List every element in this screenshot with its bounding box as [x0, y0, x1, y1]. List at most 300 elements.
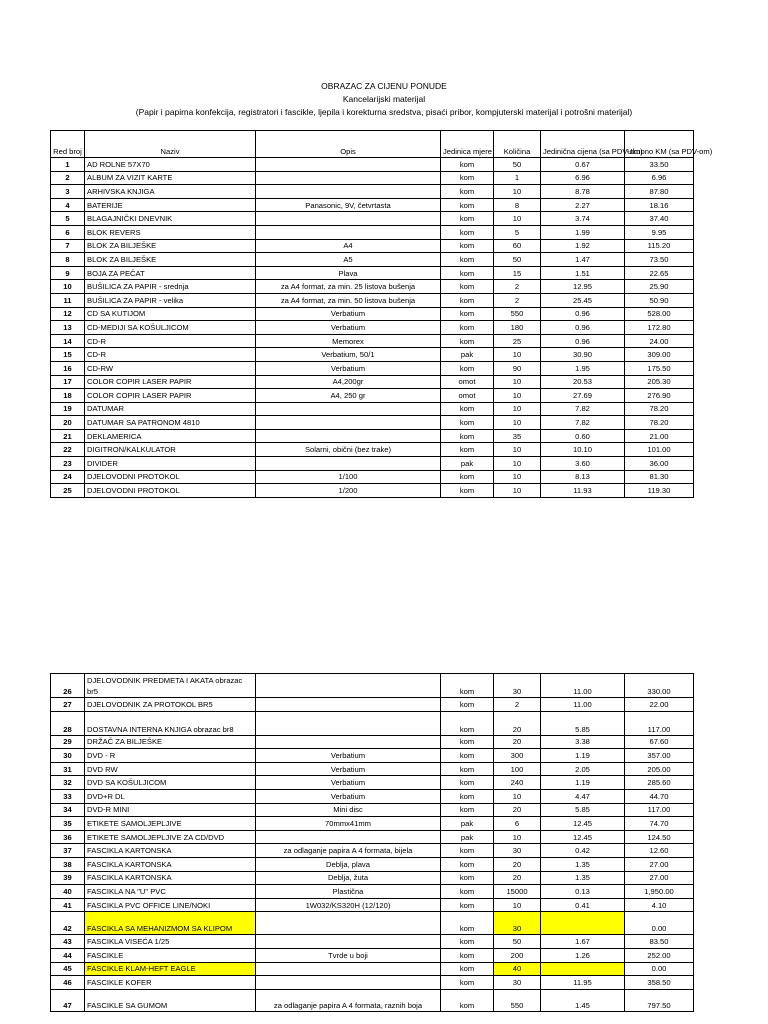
- cell-opis: Verbatium: [256, 762, 441, 776]
- cell-opis: [256, 830, 441, 844]
- cell-naziv: DEKLAMERICA: [85, 429, 256, 443]
- cell-ukupno: 9.95: [625, 225, 694, 239]
- cell-kolicina: 15: [494, 266, 541, 280]
- cell-jedinica-mjere: kom: [441, 776, 494, 790]
- cell-red-broj: 32: [51, 776, 85, 790]
- cell-ukupno: 87.80: [625, 185, 694, 199]
- cell-naziv: ARHIVSKA KNJIGA: [85, 185, 256, 199]
- cell-kolicina: 10: [494, 898, 541, 912]
- cell-jedinica-mjere: kom: [441, 253, 494, 267]
- cell-ukupno: 37.40: [625, 212, 694, 226]
- table-row: [51, 443, 694, 457]
- cell-opis: Verbatium: [256, 361, 441, 375]
- cell-jedinica-mjere: kom: [441, 976, 494, 990]
- table-row: [51, 375, 694, 389]
- col-header-opis: Opis: [256, 131, 441, 158]
- cell-red-broj: 21: [51, 429, 85, 443]
- cell-jedinicna-cijena: 6.96: [541, 171, 625, 185]
- cell-red-broj: 30: [51, 749, 85, 763]
- cell-jedinicna-cijena: 1.45: [541, 989, 625, 1011]
- cell-jedinicna-cijena: 20.53: [541, 375, 625, 389]
- table-row: [51, 735, 694, 749]
- cell-kolicina: 20: [494, 803, 541, 817]
- cell-jedinica-mjere: kom: [441, 171, 494, 185]
- cell-naziv: COLOR COPIR LASER PAPIR: [85, 389, 256, 403]
- cell-opis: Verbatium: [256, 749, 441, 763]
- cell-jedinicna-cijena: 1.99: [541, 225, 625, 239]
- table-row: [51, 935, 694, 949]
- cell-opis: [256, 158, 441, 172]
- form-subtitle: Kancelarijski materijal: [342, 94, 426, 104]
- cell-naziv: DVD RW: [85, 762, 256, 776]
- cell-opis: za odlaganje papira A 4 formata, raznih boja: [256, 989, 441, 1011]
- cell-opis: za odlaganje papira A 4 formata, bijela: [256, 844, 441, 858]
- cell-jedinicna-cijena: 1.92: [541, 239, 625, 253]
- cell-red-broj: 20: [51, 416, 85, 430]
- table-row: [51, 976, 694, 990]
- cell-naziv: BLOK REVERS: [85, 225, 256, 239]
- cell-red-broj: 24: [51, 470, 85, 484]
- cell-jedinica-mjere: kom: [441, 885, 494, 899]
- table-row: [51, 898, 694, 912]
- cell-jedinicna-cijena: [541, 912, 625, 935]
- table-row: [51, 912, 694, 935]
- table-row: [51, 402, 694, 416]
- cell-ukupno: 101.00: [625, 443, 694, 457]
- cell-red-broj: 18: [51, 389, 85, 403]
- cell-naziv: BLAGAJNIČKI DNEVNIK: [85, 212, 256, 226]
- cell-ukupno: 175.50: [625, 361, 694, 375]
- cell-red-broj: 47: [51, 989, 85, 1011]
- table-row: [51, 830, 694, 844]
- cell-opis: Panasonic, 9V, četvrtasta: [256, 198, 441, 212]
- cell-jedinicna-cijena: 0.67: [541, 158, 625, 172]
- cell-jedinicna-cijena: 0.60: [541, 429, 625, 443]
- cell-kolicina: 10: [494, 389, 541, 403]
- cell-opis: [256, 185, 441, 199]
- cell-naziv: BLOK ZA BILJEŠKE: [85, 239, 256, 253]
- cell-naziv: FASCIKLE SA GUMOM: [85, 989, 256, 1011]
- cell-red-broj: 45: [51, 962, 85, 976]
- cell-kolicina: 90: [494, 361, 541, 375]
- cell-kolicina: 20: [494, 711, 541, 735]
- cell-jedinica-mjere: kom: [441, 239, 494, 253]
- cell-jedinicna-cijena: 11.93: [541, 484, 625, 498]
- cell-naziv: ETIKETE SAMOLJEPLJIVE: [85, 817, 256, 831]
- cell-naziv: DVD+R DL: [85, 789, 256, 803]
- cell-jedinicna-cijena: 1.51: [541, 266, 625, 280]
- cell-jedinica-mjere: kom: [441, 674, 494, 698]
- table-row: [51, 307, 694, 321]
- cell-naziv: CD-R: [85, 348, 256, 362]
- cell-ukupno: 115.20: [625, 239, 694, 253]
- cell-ukupno: 44.70: [625, 789, 694, 803]
- cell-red-broj: 36: [51, 830, 85, 844]
- cell-jedinicna-cijena: 0.41: [541, 898, 625, 912]
- cell-jedinica-mjere: omot: [441, 375, 494, 389]
- cell-ukupno: 12.60: [625, 844, 694, 858]
- cell-jedinicna-cijena: 12.45: [541, 817, 625, 831]
- cell-kolicina: 200: [494, 948, 541, 962]
- cell-ukupno: 83.50: [625, 935, 694, 949]
- cell-kolicina: 300: [494, 749, 541, 763]
- cell-opis: [256, 457, 441, 471]
- cell-kolicina: 30: [494, 844, 541, 858]
- cell-red-broj: 4: [51, 198, 85, 212]
- cell-kolicina: 10: [494, 212, 541, 226]
- cell-opis: Verbatium: [256, 321, 441, 335]
- cell-ukupno: 36.00: [625, 457, 694, 471]
- cell-opis: A4,200gr: [256, 375, 441, 389]
- cell-jedinica-mjere: kom: [441, 935, 494, 949]
- cell-jedinicna-cijena: 1.19: [541, 749, 625, 763]
- cell-jedinica-mjere: kom: [441, 443, 494, 457]
- cell-jedinica-mjere: pak: [441, 348, 494, 362]
- col-header-ukupno: Ukupno KM (sa PDV-om): [625, 131, 694, 158]
- cell-opis: [256, 225, 441, 239]
- cell-red-broj: 13: [51, 321, 85, 335]
- cell-ukupno: 357.00: [625, 749, 694, 763]
- cell-jedinica-mjere: kom: [441, 948, 494, 962]
- cell-opis: Mini disc: [256, 803, 441, 817]
- cell-jedinica-mjere: kom: [441, 266, 494, 280]
- price-table-part-2: [50, 673, 694, 1012]
- cell-ukupno: 528.00: [625, 307, 694, 321]
- cell-red-broj: 14: [51, 334, 85, 348]
- cell-naziv: DVD SA KOŠULJICOM: [85, 776, 256, 790]
- cell-red-broj: 33: [51, 789, 85, 803]
- cell-kolicina: 1: [494, 171, 541, 185]
- cell-jedinicna-cijena: 27.69: [541, 389, 625, 403]
- cell-kolicina: 25: [494, 334, 541, 348]
- cell-kolicina: 20: [494, 857, 541, 871]
- cell-naziv: CD SA KUTIJOM: [85, 307, 256, 321]
- cell-ukupno: 252.00: [625, 948, 694, 962]
- table-row: [51, 762, 694, 776]
- table-row: [51, 212, 694, 226]
- table-row: [51, 198, 694, 212]
- cell-ukupno: 67.60: [625, 735, 694, 749]
- cell-ukupno: 205.00: [625, 762, 694, 776]
- table-header-row: [51, 131, 694, 158]
- cell-jedinica-mjere: kom: [441, 225, 494, 239]
- cell-opis: A4: [256, 239, 441, 253]
- cell-red-broj: 43: [51, 935, 85, 949]
- cell-jedinicna-cijena: 10.10: [541, 443, 625, 457]
- cell-ukupno: 119.30: [625, 484, 694, 498]
- cell-jedinicna-cijena: 5.85: [541, 711, 625, 735]
- cell-kolicina: 10: [494, 416, 541, 430]
- cell-kolicina: 550: [494, 307, 541, 321]
- cell-kolicina: 10: [494, 185, 541, 199]
- cell-red-broj: 7: [51, 239, 85, 253]
- cell-red-broj: 12: [51, 307, 85, 321]
- cell-naziv: DIGITRON/KALKULATOR: [85, 443, 256, 457]
- cell-jedinica-mjere: kom: [441, 429, 494, 443]
- cell-jedinicna-cijena: 25.45: [541, 293, 625, 307]
- cell-jedinica-mjere: kom: [441, 898, 494, 912]
- cell-jedinicna-cijena: 1.35: [541, 857, 625, 871]
- cell-jedinica-mjere: pak: [441, 830, 494, 844]
- cell-red-broj: 11: [51, 293, 85, 307]
- cell-kolicina: 10: [494, 457, 541, 471]
- cell-naziv: BUŠILICA ZA PAPIR - srednja: [85, 280, 256, 294]
- cell-jedinicna-cijena: 0.96: [541, 334, 625, 348]
- cell-ukupno: 117.00: [625, 803, 694, 817]
- cell-jedinicna-cijena: 12.95: [541, 280, 625, 294]
- cell-jedinicna-cijena: 1.67: [541, 935, 625, 949]
- cell-red-broj: 23: [51, 457, 85, 471]
- cell-jedinicna-cijena: 1.19: [541, 776, 625, 790]
- cell-kolicina: 10: [494, 375, 541, 389]
- cell-jedinica-mjere: kom: [441, 803, 494, 817]
- table-row: [51, 711, 694, 735]
- cell-jedinica-mjere: kom: [441, 470, 494, 484]
- cell-jedinicna-cijena: 0.13: [541, 885, 625, 899]
- cell-jedinicna-cijena: 7.82: [541, 416, 625, 430]
- cell-kolicina: 60: [494, 239, 541, 253]
- cell-opis: Deblja, žuta: [256, 871, 441, 885]
- cell-jedinicna-cijena: 1.26: [541, 948, 625, 962]
- cell-kolicina: 10: [494, 830, 541, 844]
- cell-jedinica-mjere: kom: [441, 158, 494, 172]
- cell-kolicina: 40: [494, 962, 541, 976]
- col-header-naziv: Naziv: [85, 131, 256, 158]
- cell-opis: za A4 format, za min. 25 listova bušenja: [256, 280, 441, 294]
- col-header-jedinica-mjere: Jedinica mjere: [441, 131, 494, 158]
- cell-ukupno: 0.00: [625, 962, 694, 976]
- cell-red-broj: 34: [51, 803, 85, 817]
- cell-ukupno: 78.20: [625, 416, 694, 430]
- cell-kolicina: 10: [494, 789, 541, 803]
- cell-ukupno: 73.50: [625, 253, 694, 267]
- cell-naziv: AD ROLNE 57X70: [85, 158, 256, 172]
- cell-naziv: DOSTAVNA INTERNA KNJIGA obrazac br8: [85, 711, 256, 735]
- cell-opis: [256, 976, 441, 990]
- cell-jedinicna-cijena: 11.00: [541, 698, 625, 712]
- form-description: (Papir i papirna konfekcija, registratori i fascikle, ljepila i korekturna sredstva, pisaći pribor, kompjuterski materijal i potrošni materijal): [135, 107, 633, 117]
- table-row: [51, 989, 694, 1011]
- cell-opis: za A4 format, za min. 50 listova bušenja: [256, 293, 441, 307]
- cell-opis: [256, 416, 441, 430]
- cell-red-broj: 39: [51, 871, 85, 885]
- cell-opis: Memorex: [256, 334, 441, 348]
- cell-opis: [256, 674, 441, 698]
- cell-naziv: FASCIKLA NA "U" PVC: [85, 885, 256, 899]
- cell-jedinica-mjere: kom: [441, 307, 494, 321]
- cell-red-broj: 2: [51, 171, 85, 185]
- cell-ukupno: 309.00: [625, 348, 694, 362]
- col-header-jedinicna-cijena: Jedinična cijena (sa PDV-om): [541, 131, 625, 158]
- cell-jedinicna-cijena: 1.35: [541, 871, 625, 885]
- table-row: [51, 871, 694, 885]
- cell-jedinica-mjere: kom: [441, 912, 494, 935]
- cell-naziv: FASCIKLE: [85, 948, 256, 962]
- cell-opis: [256, 698, 441, 712]
- cell-jedinica-mjere: kom: [441, 735, 494, 749]
- cell-opis: [256, 711, 441, 735]
- cell-ukupno: 27.00: [625, 871, 694, 885]
- cell-kolicina: 180: [494, 321, 541, 335]
- cell-kolicina: 30: [494, 912, 541, 935]
- cell-red-broj: 29: [51, 735, 85, 749]
- cell-red-broj: 44: [51, 948, 85, 962]
- cell-jedinica-mjere: kom: [441, 484, 494, 498]
- cell-red-broj: 15: [51, 348, 85, 362]
- table-row: [51, 429, 694, 443]
- cell-naziv: CD-R: [85, 334, 256, 348]
- cell-opis: A4, 250 gr: [256, 389, 441, 403]
- cell-red-broj: 1: [51, 158, 85, 172]
- cell-jedinicna-cijena: 3.38: [541, 735, 625, 749]
- cell-ukupno: 1,950.00: [625, 885, 694, 899]
- table-row: [51, 389, 694, 403]
- cell-opis: 1/200: [256, 484, 441, 498]
- cell-red-broj: 9: [51, 266, 85, 280]
- cell-opis: [256, 212, 441, 226]
- cell-ukupno: 24.00: [625, 334, 694, 348]
- cell-red-broj: 16: [51, 361, 85, 375]
- price-table-part-1: [50, 130, 713, 498]
- cell-opis: [256, 912, 441, 935]
- cell-jedinicna-cijena: 11.00: [541, 674, 625, 698]
- cell-red-broj: 41: [51, 898, 85, 912]
- col-header-red-broj: Red broj: [51, 131, 85, 158]
- cell-jedinica-mjere: kom: [441, 789, 494, 803]
- cell-jedinicna-cijena: 5.85: [541, 803, 625, 817]
- cell-jedinica-mjere: kom: [441, 185, 494, 199]
- cell-naziv: FASCIKLA KARTONSKA: [85, 871, 256, 885]
- cell-red-broj: 8: [51, 253, 85, 267]
- table-row: [51, 293, 694, 307]
- cell-ukupno: 285.60: [625, 776, 694, 790]
- cell-naziv: FASCIKLA VISEĆA 1/25: [85, 935, 256, 949]
- cell-red-broj: 5: [51, 212, 85, 226]
- cell-ukupno: 330.00: [625, 674, 694, 698]
- cell-jedinica-mjere: kom: [441, 212, 494, 226]
- cell-red-broj: 27: [51, 698, 85, 712]
- cell-jedinica-mjere: kom: [441, 698, 494, 712]
- cell-ukupno: 18.16: [625, 198, 694, 212]
- cell-opis: Plastična: [256, 885, 441, 899]
- cell-opis: 1/100: [256, 470, 441, 484]
- cell-naziv: DATUMAR: [85, 402, 256, 416]
- table-row: [51, 817, 694, 831]
- cell-jedinicna-cijena: 2.27: [541, 198, 625, 212]
- cell-opis: Verbatium: [256, 789, 441, 803]
- cell-naziv: CD-MEDIJI SA KOŠULJICOM: [85, 321, 256, 335]
- cell-kolicina: 50: [494, 935, 541, 949]
- cell-opis: A5: [256, 253, 441, 267]
- cell-naziv: BATERIJE: [85, 198, 256, 212]
- cell-jedinicna-cijena: 7.82: [541, 402, 625, 416]
- cell-kolicina: 20: [494, 735, 541, 749]
- cell-jedinicna-cijena: [541, 962, 625, 976]
- cell-red-broj: 35: [51, 817, 85, 831]
- cell-red-broj: 31: [51, 762, 85, 776]
- cell-naziv: DJELOVODNIK PREDMETA I AKATA obrazac br5: [85, 674, 256, 698]
- cell-kolicina: 2: [494, 293, 541, 307]
- cell-kolicina: 550: [494, 989, 541, 1011]
- cell-naziv: BLOK ZA BILJEŠKE: [85, 253, 256, 267]
- cell-red-broj: 10: [51, 280, 85, 294]
- cell-opis: Verbatium: [256, 307, 441, 321]
- cell-naziv: ETIKETE SAMOLJEPLJIVE ZA CD/DVD: [85, 830, 256, 844]
- cell-naziv: DJELOVODNIK ZA PROTOKOL BR5: [85, 698, 256, 712]
- cell-kolicina: 8: [494, 198, 541, 212]
- cell-naziv: CD-RW: [85, 361, 256, 375]
- cell-ukupno: 797.50: [625, 989, 694, 1011]
- cell-ukupno: 27.00: [625, 857, 694, 871]
- cell-jedinica-mjere: kom: [441, 989, 494, 1011]
- cell-naziv: DRŽAČ ZA BILJEŠKE: [85, 735, 256, 749]
- cell-red-broj: 42: [51, 912, 85, 935]
- cell-jedinica-mjere: kom: [441, 844, 494, 858]
- cell-jedinica-mjere: kom: [441, 293, 494, 307]
- cell-opis: [256, 935, 441, 949]
- table-row: [51, 361, 694, 375]
- cell-ukupno: 6.96: [625, 171, 694, 185]
- cell-naziv: FASCIKLA KARTONSKA: [85, 857, 256, 871]
- cell-opis: [256, 171, 441, 185]
- cell-ukupno: 358.50: [625, 976, 694, 990]
- cell-opis: [256, 962, 441, 976]
- cell-ukupno: 205.30: [625, 375, 694, 389]
- cell-opis: Verbatium: [256, 776, 441, 790]
- cell-kolicina: 30: [494, 976, 541, 990]
- cell-ukupno: 22.65: [625, 266, 694, 280]
- table-row: [51, 776, 694, 790]
- cell-opis: [256, 429, 441, 443]
- cell-kolicina: 20: [494, 871, 541, 885]
- cell-red-broj: 3: [51, 185, 85, 199]
- cell-jedinicna-cijena: 3.74: [541, 212, 625, 226]
- cell-ukupno: 33.50: [625, 158, 694, 172]
- cell-kolicina: 10: [494, 348, 541, 362]
- cell-naziv: FASCIKLA KARTONSKA: [85, 844, 256, 858]
- cell-jedinica-mjere: kom: [441, 762, 494, 776]
- cell-kolicina: 15000: [494, 885, 541, 899]
- form-title: OBRAZAC ZA CIJENU PONUDE: [321, 81, 447, 91]
- cell-jedinica-mjere: kom: [441, 198, 494, 212]
- cell-red-broj: 46: [51, 976, 85, 990]
- table-row: [51, 185, 694, 199]
- table-row: [51, 171, 694, 185]
- table-row: [51, 253, 694, 267]
- cell-jedinica-mjere: kom: [441, 280, 494, 294]
- cell-jedinicna-cijena: 30.90: [541, 348, 625, 362]
- cell-ukupno: 21.00: [625, 429, 694, 443]
- cell-kolicina: 5: [494, 225, 541, 239]
- cell-jedinica-mjere: kom: [441, 749, 494, 763]
- cell-red-broj: 17: [51, 375, 85, 389]
- cell-opis: Plava: [256, 266, 441, 280]
- cell-kolicina: 30: [494, 674, 541, 698]
- cell-ukupno: 172.80: [625, 321, 694, 335]
- cell-kolicina: 240: [494, 776, 541, 790]
- table-row: [51, 334, 694, 348]
- table-row: [51, 962, 694, 976]
- cell-jedinicna-cijena: 0.96: [541, 307, 625, 321]
- cell-opis: 70mmx41mm: [256, 817, 441, 831]
- cell-naziv: FASCIKLE KLAM-HEFT EAGLE: [85, 962, 256, 976]
- table-row: [51, 844, 694, 858]
- cell-kolicina: 100: [494, 762, 541, 776]
- cell-naziv: FASCIKLA SA MEHANIZMOM SA KLIPOM: [85, 912, 256, 935]
- cell-jedinicna-cijena: 1.95: [541, 361, 625, 375]
- cell-jedinica-mjere: omot: [441, 389, 494, 403]
- table-row: [51, 789, 694, 803]
